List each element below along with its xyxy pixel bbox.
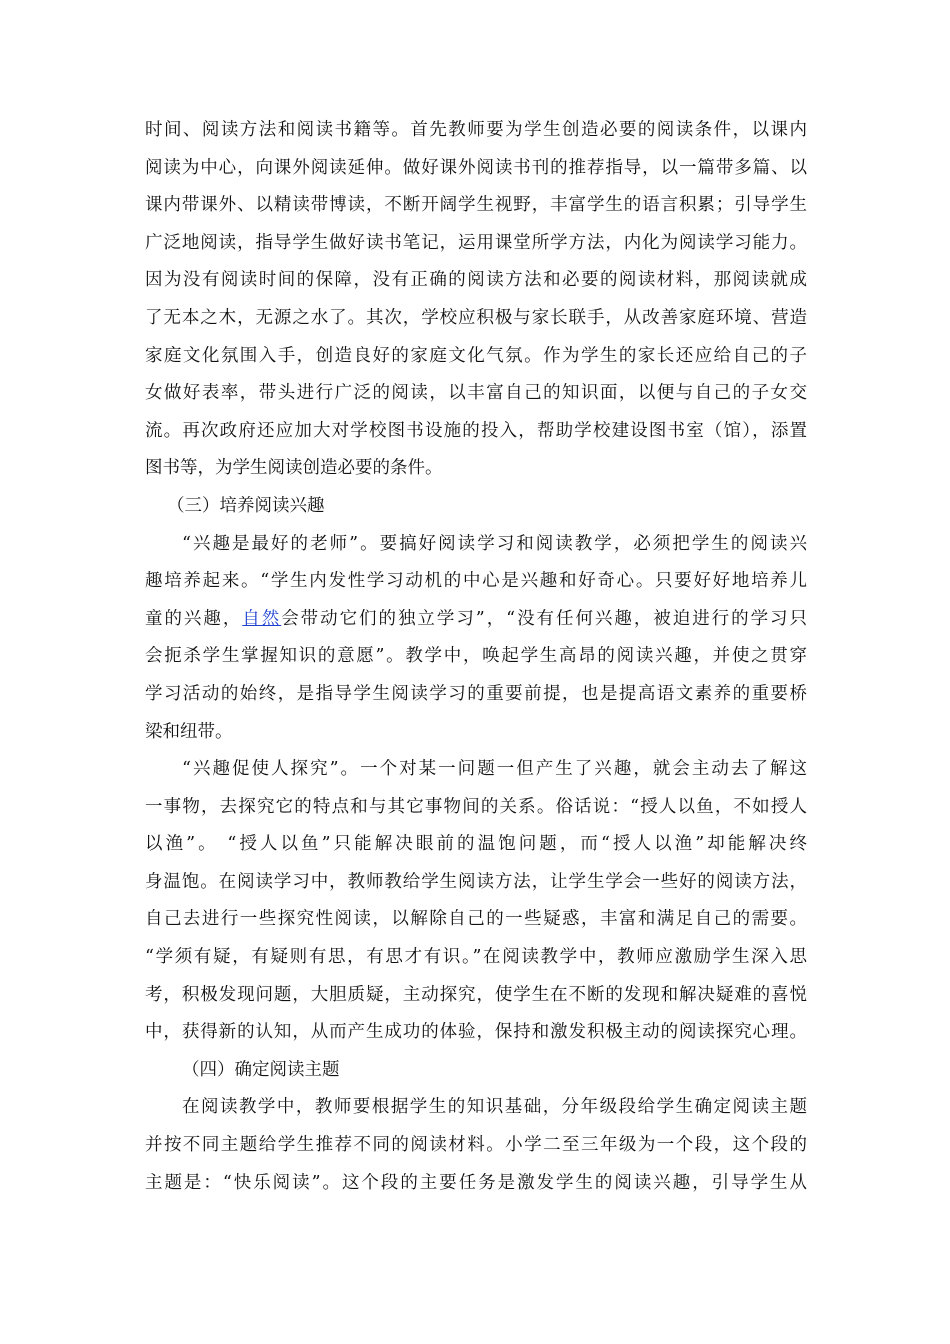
text-line: 趣培养起来。“学生内发性学习动机的中心是兴趣和好奇心。只要好好地培养儿: [145, 571, 807, 592]
text-line: 中，获得新的认知，从而产生成功的体验，保持和激发积极主动的阅读探究心理。: [145, 1022, 807, 1043]
text-line: 在阅读教学中，教师要根据学生的知识基础，分年级段给学生确定阅读主题: [182, 1097, 807, 1118]
text-line: 梁和纽带。: [145, 721, 233, 742]
text-line: 身温饱。在阅读学习中，教师教给学生阅读方法，让学生学会一些好的阅读方法，: [145, 871, 807, 892]
text-line: 了无本之木，无源之水了。其次，学校应积极与家长联手，从改善家庭环境、营造: [145, 307, 807, 328]
paragraph-interest-teacher: [145, 526, 807, 752]
section-heading-3: （三）培养阅读兴趣: [167, 495, 325, 516]
document-page: [145, 112, 807, 1202]
text-line: 主题是：“快乐阅读”。这个段的主要任务是激发学生的阅读兴趣，引导学生从: [145, 1172, 807, 1193]
text-fragment: 会带动它们的独立学习”，“没有任何兴趣，被迫进行的学习只: [281, 608, 807, 629]
section-heading-4: （四）确定阅读主题: [182, 1059, 340, 1080]
text-line: “兴趣是最好的老师”。要搞好阅读学习和阅读教学，必须把学生的阅读兴: [182, 533, 807, 554]
text-line: 学习活动的始终，是指导学生阅读学习的重要前提，也是提高语文素养的重要桥: [145, 683, 807, 704]
text-line: 时间、阅读方法和阅读书籍等。首先教师要为学生创造必要的阅读条件，以课内: [145, 120, 807, 140]
text-line: “兴趣促使人探究”。一个对某一问题一但产生了兴趣，就会主动去了解这: [182, 759, 807, 780]
ziran-link[interactable]: 自然: [242, 608, 282, 629]
paragraph-reading-conditions: [145, 112, 807, 488]
text-line: 因为没有阅读时间的保障，没有正确的阅读方法和必要的阅读材料，那阅读就成: [145, 270, 807, 291]
text-line: “学须有疑，有疑则有思，有思才有识。”在阅读教学中，教师应激励学生深入思: [145, 947, 807, 968]
text-line: 一事物，去探究它的特点和与其它事物间的关系。俗话说：“授人以鱼，不如授人: [145, 796, 807, 817]
text-line: 阅读为中心，向课外阅读延伸。做好课外阅读书刊的推荐指导，以一篇带多篇、以: [145, 157, 807, 178]
text-line: 会扼杀学生掌握知识的意愿”。教学中，唤起学生高昂的阅读兴趣，并使之贯穿: [145, 646, 807, 667]
paragraph-reading-theme: [145, 1089, 807, 1202]
text-line: 广泛地阅读，指导学生做好读书笔记，运用课堂所学方法，内化为阅读学习能力。: [145, 232, 807, 253]
text-line: 女做好表率，带头进行广泛的阅读，以丰富自己的知识面，以便与自己的子女交: [145, 383, 807, 404]
text-line: 图书等，为学生阅读创造必要的条件。: [145, 458, 443, 479]
text-line: 考，积极发现问题，大胆质疑，主动探究，使学生在不断的发现和解决疑难的喜悦: [145, 984, 807, 1005]
text-line-with-link: [145, 601, 807, 639]
text-fragment: 童的兴趣，: [145, 608, 243, 629]
text-line: 家庭文化氛围入手，创造良好的家庭文化气氛。作为学生的家长还应给自己的子: [145, 345, 807, 366]
text-line: 课内带课外、以精读带博读，不断开阔学生视野，丰富学生的语言积累；引导学生: [145, 195, 807, 216]
paragraph-interest-explore: [145, 751, 807, 1052]
text-line: 并按不同主题给学生推荐不同的阅读材料。小学二至三年级为一个段，这个段的: [145, 1135, 807, 1156]
text-line: 流。再次政府还应加大对学校图书设施的投入，帮助学校建设图书室（馆），添置: [145, 420, 807, 441]
text-line: 以渔”。 “授人以鱼”只能解决眼前的温饱问题，而“授人以渔”却能解决终: [145, 834, 807, 855]
text-line: 自己去进行一些探究性阅读，以解除自己的一些疑惑，丰富和满足自己的需要。: [145, 909, 807, 930]
